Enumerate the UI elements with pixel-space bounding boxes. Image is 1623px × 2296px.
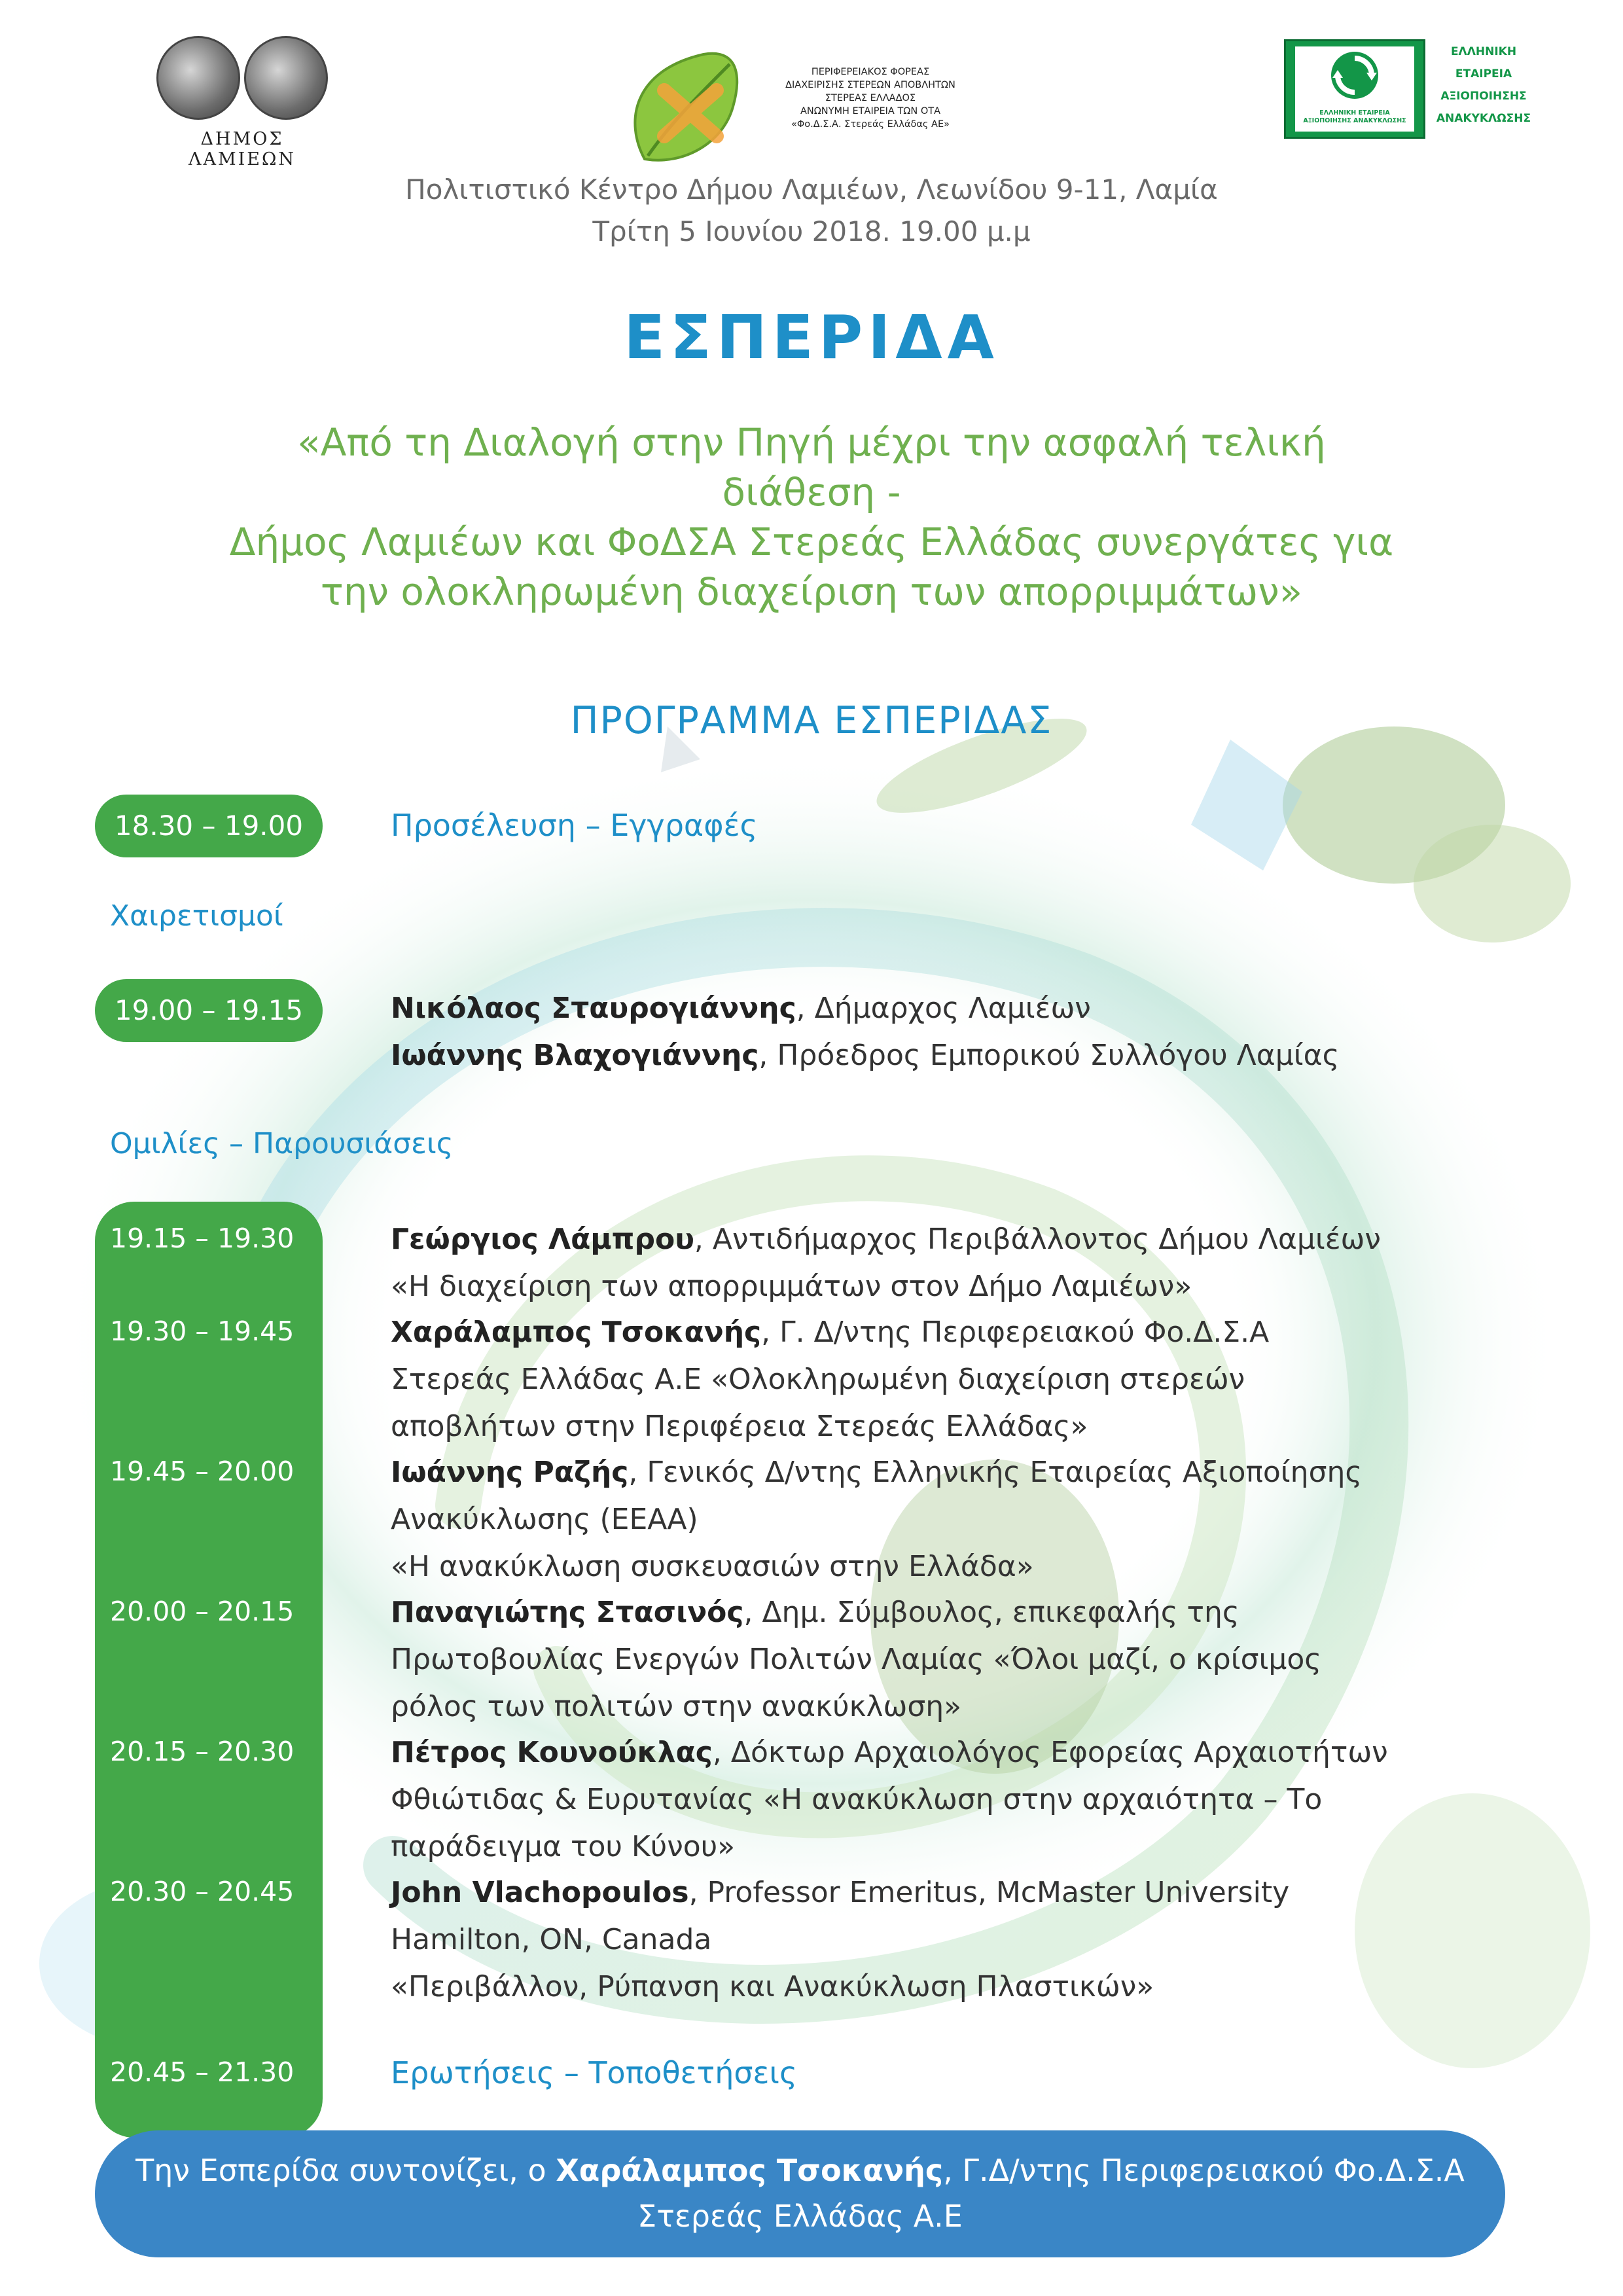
fodsa-text-line: «Φο.Δ.Σ.Α. Στερεάς Ελλάδας ΑΕ» <box>791 119 950 130</box>
footer-line-2: Στερεάς Ελλάδας Α.Ε <box>637 2198 963 2234</box>
talk-line: παράδειγμα του Κύνου» <box>391 1830 736 1863</box>
speaker-name: Πέτρος Κουνούκλας <box>391 1736 713 1769</box>
footer-prefix: Την Εσπερίδα συντονίζει, ο <box>135 2153 556 2188</box>
fodsa-text-line: ΣΤΕΡΕΑΣ ΕΛΛΑΔΟΣ <box>825 93 916 103</box>
speaker-role: , Γ. Δ/ντης Περιφερειακού Φο.Δ.Σ.Α <box>761 1316 1270 1349</box>
eeaa-logo-box <box>1284 39 1425 139</box>
talk-time: 20.45 – 21.30 <box>110 2056 294 2088</box>
fodsa-text-line: ΑΝΩΝΥΜΗ ΕΤΑΙΡΕΙΑ ΤΩΝ ΟΤΑ <box>800 106 941 117</box>
fodsa-logo <box>618 45 972 169</box>
footer-moderator-name: Χαράλαμπος Τσοκανής <box>556 2153 944 2188</box>
speaker-name: Νικόλαος Σταυρογιάννης <box>391 992 796 1025</box>
talk-line: Hamilton, ON, Canada <box>391 1923 712 1956</box>
talk-line: «Η ανακύκλωση συσκευασιών στην Ελλάδα» <box>391 1550 1034 1583</box>
coin-left-icon <box>156 36 240 120</box>
subtitle-line: διάθεση - <box>722 470 901 514</box>
talk-line: Πρωτοβουλίας Ενεργών Πολιτών Λαμίας «Όλοι μαζί, ο κρίσιμος <box>391 1643 1322 1676</box>
footer-line <box>95 2147 1505 2193</box>
dimos-lamieon-logo <box>151 36 334 170</box>
talk-line: «Περιβάλλον, Ρύπανση και Ανακύκλωση Πλαστικών» <box>391 1970 1154 2003</box>
speaker-name: John Vlachopoulos <box>391 1876 689 1909</box>
footer-role: , Γ.Δ/ντης Περιφερειακού Φο.Δ.Σ.Α <box>943 2153 1465 2188</box>
speaker-name: Χαράλαμπος Τσοκανής <box>391 1316 762 1349</box>
speaker-name: Γεώργιος Λάμπρου <box>391 1223 694 1256</box>
speaker-name: Παναγιώτης Στασινός <box>391 1596 744 1629</box>
speaker-role: , Δημ. Σύμβουλος, επικεφαλής της <box>743 1596 1240 1629</box>
qa-text: Ερωτήσεις – Τοποθετήσεις <box>391 2055 797 2090</box>
speaker-line <box>391 1589 1240 1636</box>
speaker-line <box>391 1216 1381 1263</box>
speaker-line <box>391 1032 1340 1079</box>
speaker-line <box>391 1869 1289 1916</box>
talk-line: Ανακύκλωσης (ΕΕΑΑ) <box>391 1503 698 1536</box>
event-subtitle <box>157 418 1466 617</box>
speaker-line <box>391 985 1091 1032</box>
coin-right-icon <box>244 36 328 120</box>
speaker-line <box>391 1449 1362 1496</box>
fodsa-text-line: ΠΕΡΙΦΕΡΕΙΑΚΟΣ ΦΟΡΕΑΣ <box>811 67 930 77</box>
eeaa-logo <box>1284 39 1533 144</box>
subtitle-line: Δήμος Λαμιέων και ΦοΔΣΑ Στερεάς Ελλάδας συνεργάτες για <box>229 520 1394 564</box>
talk-time: 20.15 – 20.30 <box>110 1736 294 1767</box>
dimos-logo-caption: ΔΗΜΟΣ ΛΑΜΙΕΩΝ <box>188 129 296 170</box>
eeaa-box-line: ΑΞΙΟΠΟΙΗΣΗΣ ΑΝΑΚΥΚΛΩΣΗΣ <box>1303 117 1406 124</box>
speaker-line <box>391 1309 1269 1356</box>
eeaa-side-line: ΕΛΛΗΝΙΚΗ <box>1450 45 1517 58</box>
talk-line: Στερεάς Ελλάδας Α.Ε «Ολοκληρωμένη διαχείριση στερεών <box>391 1363 1245 1396</box>
arrival-text: Προσέλευση – Εγγραφές <box>391 808 758 843</box>
recycle-icon <box>1295 46 1414 105</box>
talk-line: αποβλήτων στην Περιφέρεια Στερεάς Ελλάδας» <box>391 1410 1088 1443</box>
speaker-name: Ιωάννης Ραζής <box>391 1456 629 1489</box>
speaker-role: , Γενικός Δ/ντης Ελληνικής Εταιρείας Αξιοποίησης <box>628 1456 1363 1489</box>
talk-line: Φθιώτιδας & Ευρυτανίας «Η ανακύκλωση στην αρχαιότητα – Το <box>391 1783 1323 1816</box>
subtitle-line: την ολοκληρωμένη διαχείριση των απορριμμάτων» <box>320 569 1303 614</box>
eeaa-box-line: ΕΛΛΗΝΙΚΗ ΕΤΑΙΡΕΙΑ <box>1319 109 1390 117</box>
speaker-role: , Αντιδήμαρχος Περιβάλλοντος Δήμου Λαμιέων <box>694 1223 1381 1256</box>
speaker-role: , Professor Emeritus, McMaster University <box>688 1876 1290 1909</box>
talk-time: 20.00 – 20.15 <box>110 1596 294 1627</box>
talk-time: 19.15 – 19.30 <box>110 1223 294 1254</box>
time-pill: 18.30 – 19.00 <box>95 795 323 857</box>
section-label-talks: Ομιλίες – Παρουσιάσεις <box>110 1127 454 1160</box>
eeaa-side-line: ΑΞΙΟΠΟΙΗΣΗΣ <box>1440 90 1527 103</box>
venue-datetime: Τρίτη 5 Ιουνίου 2018. 19.00 μ.μ <box>592 215 1031 247</box>
speaker-name: Ιωάννης Βλαχογιάννης <box>391 1039 759 1072</box>
moderator-footer <box>95 2130 1505 2257</box>
event-title: ΕΣΠΕΡΙΔΑ <box>624 302 999 372</box>
venue-info <box>0 169 1623 253</box>
talk-line: «Η διαχείριση των απορριμμάτων στον Δήμο Λαμιέων» <box>391 1270 1192 1303</box>
speaker-role: , Δόκτωρ Αρχαιολόγος Εφορείας Αρχαιοτήτων <box>712 1736 1388 1769</box>
program-heading: ΠΡΟΓΡΑΜΜΑ ΕΣΠΕΡΙΔΑΣ <box>570 699 1053 742</box>
talk-time: 19.30 – 19.45 <box>110 1316 294 1347</box>
talk-time: 20.30 – 20.45 <box>110 1876 294 1907</box>
eeaa-side-line: ΕΤΑΙΡΕΙΑ <box>1455 67 1512 81</box>
talk-line: ρόλος των πολιτών στην ανακύκλωση» <box>391 1690 962 1723</box>
speaker-role: , Δήμαρχος Λαμιέων <box>796 992 1091 1025</box>
venue-address: Πολιτιστικό Κέντρο Δήμου Λαμιέων, Λεωνίδου 9-11, Λαμία <box>405 173 1218 206</box>
speaker-line <box>391 1729 1388 1776</box>
leaf-icon <box>618 45 749 169</box>
speaker-role: , Πρόεδρος Εμπορικού Συλλόγου Λαμίας <box>758 1039 1340 1072</box>
fodsa-text-line: ΔΙΑΧΕΙΡΙΣΗΣ ΣΤΕΡΕΩΝ ΑΠΟΒΛΗΤΩΝ <box>785 80 955 90</box>
subtitle-line: «Από τη Διαλογή στην Πηγή μέχρι την ασφαλή τελική <box>297 420 1326 465</box>
eeaa-side-line: ΑΝΑΚΥΚΛΩΣΗΣ <box>1436 112 1531 125</box>
talk-time: 19.45 – 20.00 <box>110 1456 294 1487</box>
section-label-greetings: Χαιρετισμοί <box>110 899 283 933</box>
time-pill: 19.00 – 19.15 <box>95 979 323 1042</box>
